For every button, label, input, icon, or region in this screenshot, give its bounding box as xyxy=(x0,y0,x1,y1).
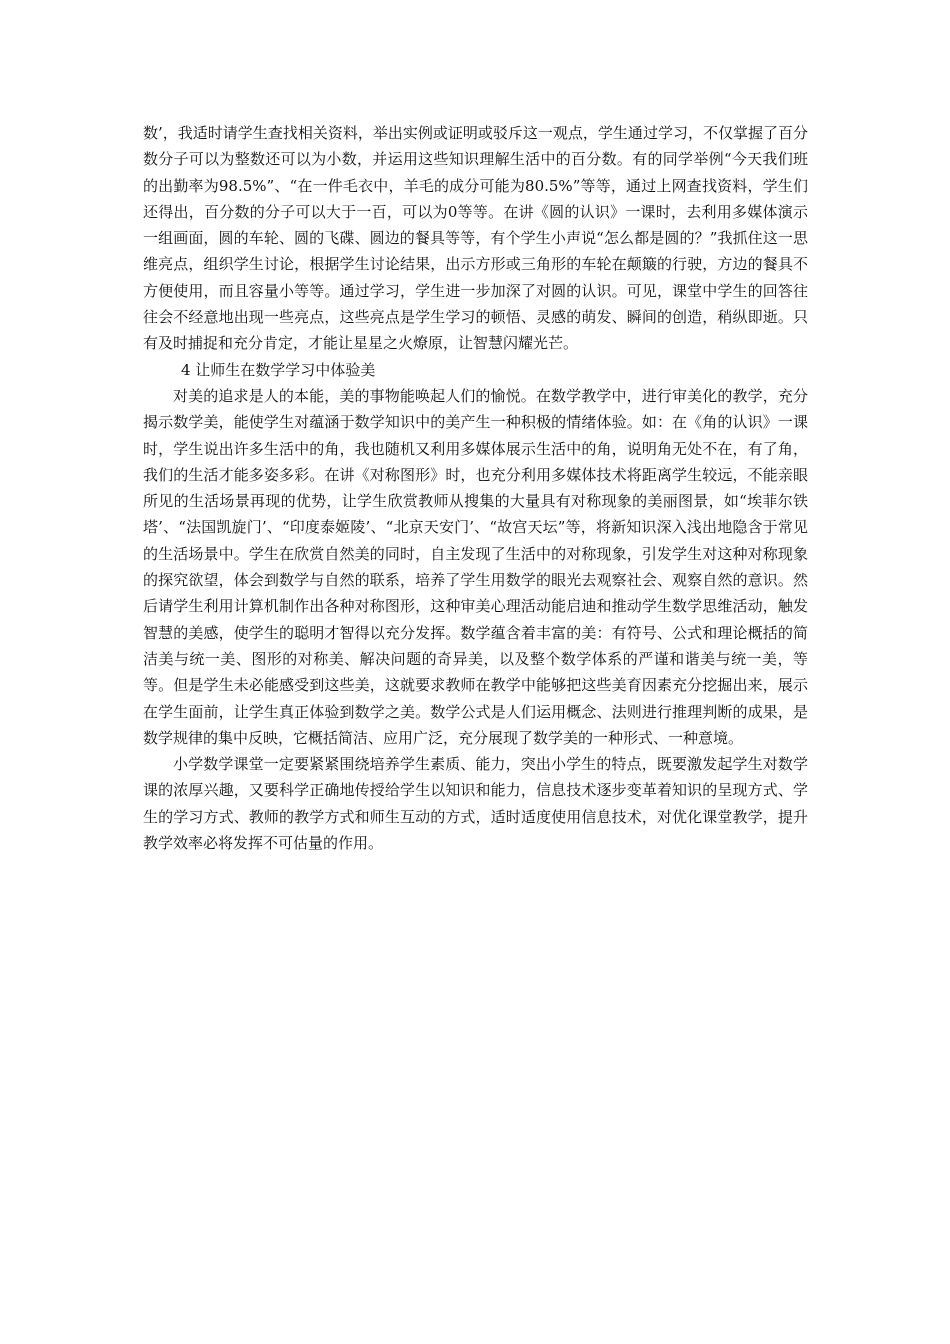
paragraph-continuation: 数’，我适时请学生查找相关资料，举出实例或证明或驳斥这一观点，学生通过学习，不仅掌握了百分数分子可以为整数还可以为小数，并运用这些知识理解生活中的百分数。有的同学举例“今天我们班的出勤率为98.5%”、“在一件毛衣中，羊毛的成分可能为80.5%”等等，通过上网查找资料，学生们还得出，百分数的分子可以大于一百，可以为0等等。在讲《圆的认识》一课时，去利用多媒体演示一组画面，圆的车轮、圆的飞碟、圆边的餐具等等，有个学生小声说“怎么都是圆的？”我抓住这一思维亮点，组织学生讨论，根据学生讨论结果，出示方形或三角形的车轮在颠簸的行驶，方边的餐具不方便使用，而且容量小等等。通过学习，学生进一步加深了对圆的认识。可见，课堂中学生的回答往往会不经意地出现一些亮点，这些亮点是学生学习的顿悟、灵感的萌发、瞬间的创造，稍纵即逝。只有及时捕捉和充分肯定，才能让星星之火燎原，让智慧闪耀光芒。 xyxy=(143,124,808,353)
paragraph-beauty: 对美的追求是人的本能，美的事物能唤起人们的愉悦。在数学教学中，进行审美化的教学，充分揭示数学美，能使学生对蕴涵于数学知识中的美产生一种积极的情绪体验。如：在《角的认识》一课时，学生说出许多生活中的角，我也随机又利用多媒体展示生活中的角，说明角无处不在，有了角，我们的生活才能多姿多彩。在讲《对称图形》时，也充分利用多媒体技术将距离学生较远，不能亲眼所见的生活场景再现的优势，让学生欣赏教师从搜集的大量具有对称现象的美丽图景，如“埃菲尔铁塔’、“法国凯旋门’、“印度泰姬陵’、“北京天安门’、“故宫天坛”等，将新知识深入浅出地隐含于常见的生活场景中。学生在欣赏自然美的同时，自主发现了生活中的对称现象，引发学生对这种对称现象的探究欲望，体会到数学与自然的联系，培养了学生用数学的眼光去观察社会、观察自然的意识。然后请学生利用计算机制作出各种对称图形，这种审美心理活动能启迪和推动学生数学思维活动，触发智慧的美感，使学生的聪明才智得以充分发挥。数学蕴含着丰富的美：有符号、公式和理论概括的简洁美与统一美、图形的对称美、解决问题的奇异美，以及整个数学体系的严谨和谐美与统一美，等等。但是学生未必能感受到这些美，这就要求教师在教学中能够把这些美育因素充分挖掘出来，展示在学生面前，让学生真正体验到数学之美。数学公式是人们运用概念、法则进行推理判断的成果，是数学规律的集中反映，它概括简洁、应用广泛，充分展现了数学美的一种形式、一种意境。 xyxy=(143,386,808,747)
document-body xyxy=(143,120,808,856)
paragraph-conclusion: 小学数学课堂一定要紧紧围绕培养学生素质、能力，突出小学生的特点，既要激发起学生对数学课的浓厚兴趣，又要科学正确地传授给学生以知识和能力，信息技术逐步变革着知识的呈现方式、学生的学习方式、教师的教学方式和师生互动的方式，适时适度使用信息技术，对优化课堂教学，提升教学效率必将发挥不可估量的作用。 xyxy=(143,755,808,853)
section-heading: 4 让师生在数学学习中体验美 xyxy=(181,360,376,379)
